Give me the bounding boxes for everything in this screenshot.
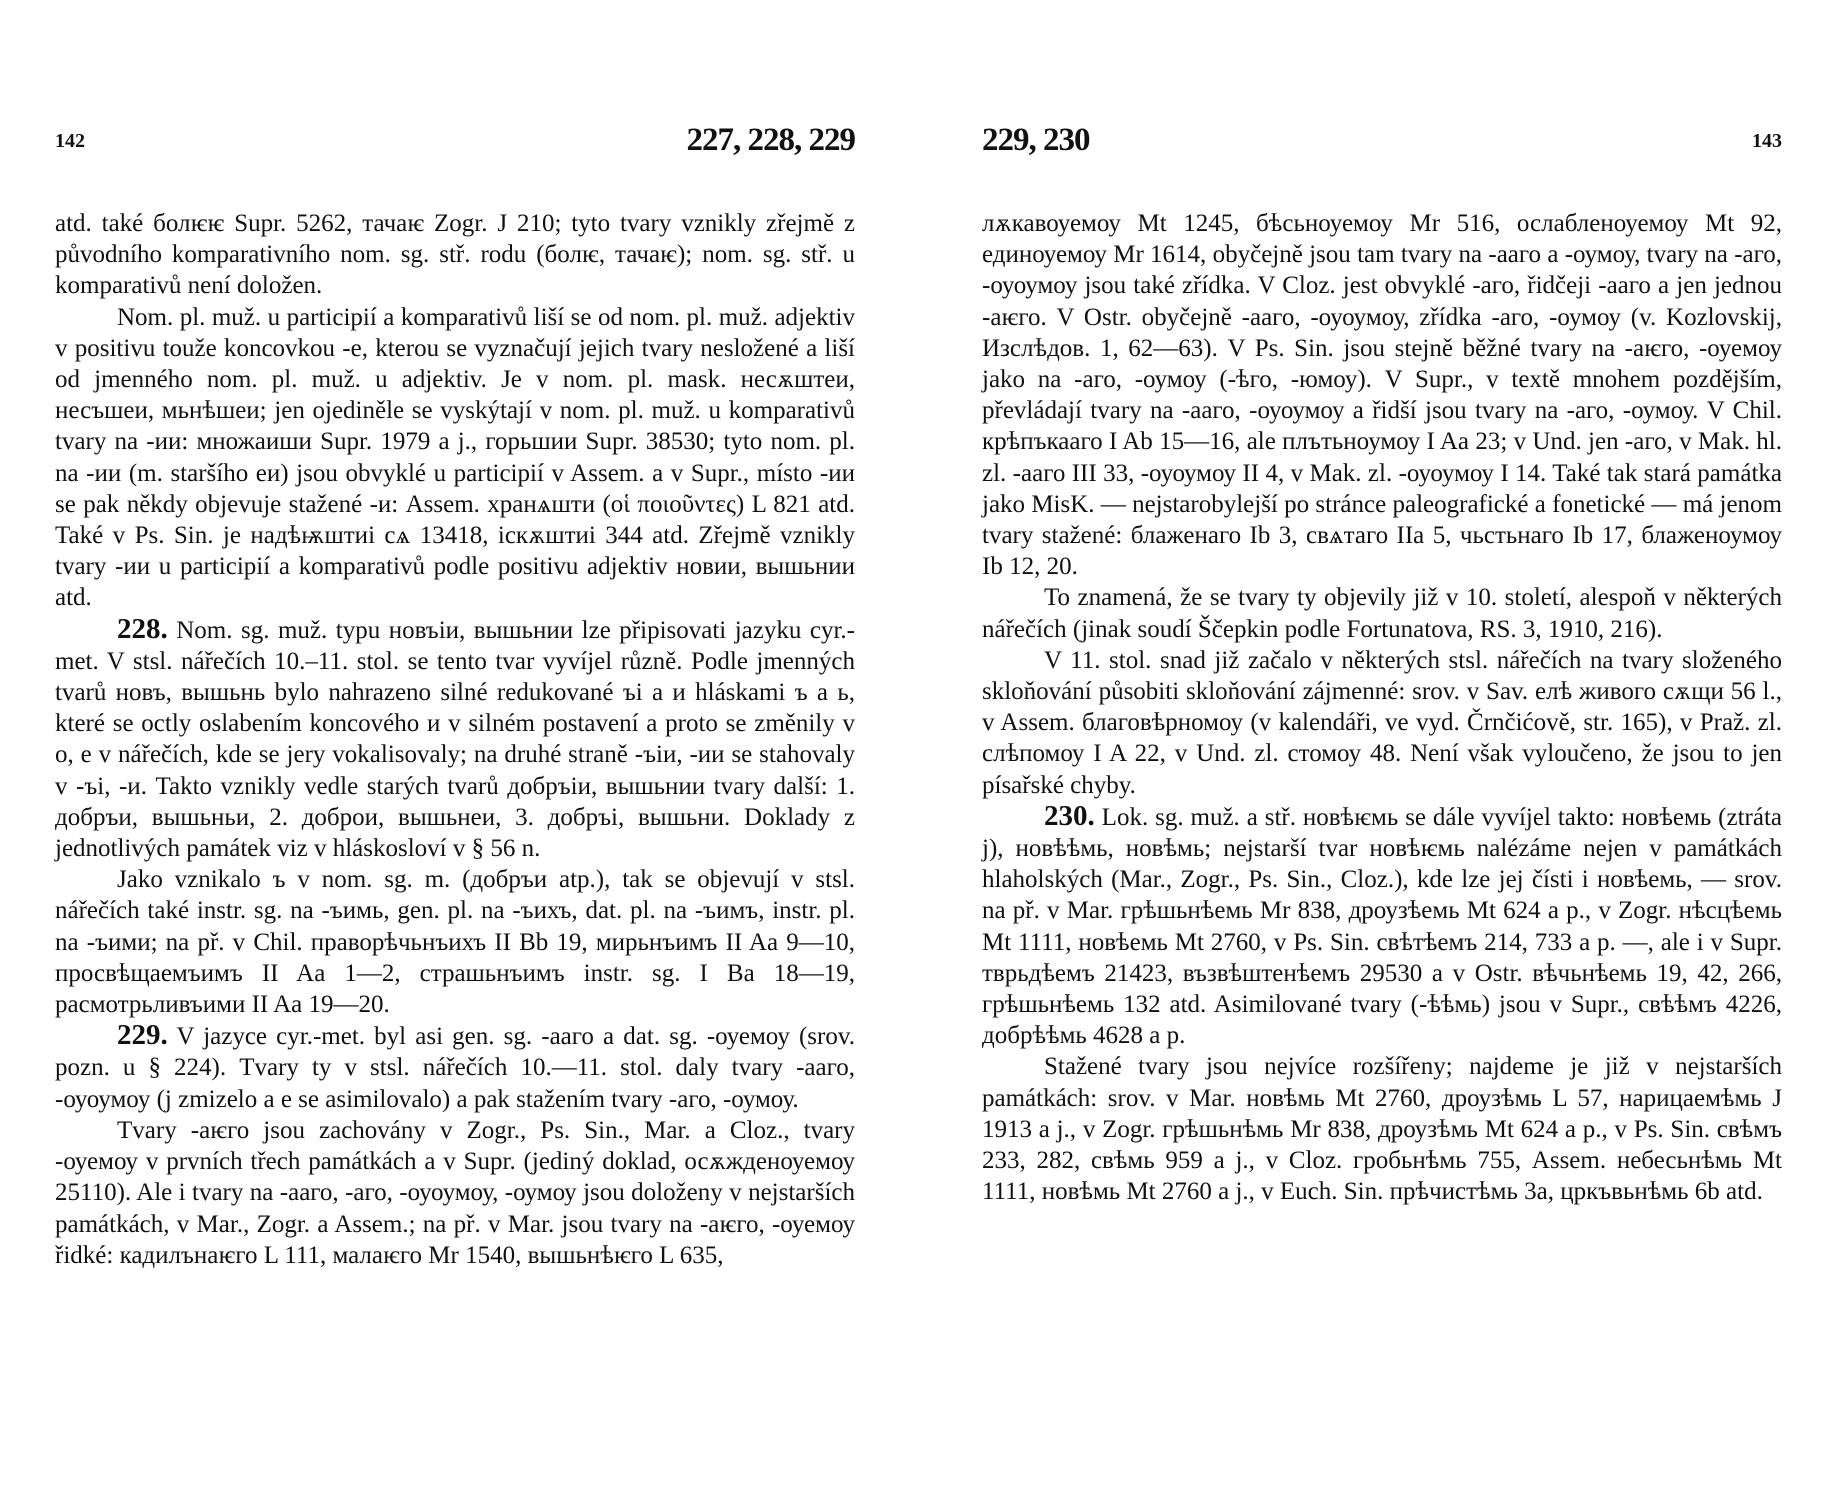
right-section-header: 229, 230: [982, 122, 1090, 158]
right-paragraph-3: V 11. stol. snad již začalo v některých stsl. nářečích na tvary složeného skloňování působiti skloňování zájmenné: srov. v Sav. елѣ живого сѫщи 56 l., v Assem. благовѣрномоу (v kalendáři, ve vyd. Črnčićově, str. 165), v Praž. zl. слѣпомоу I A 22, v Und. zl. стомоу 48. Není však vyloučeno, že jsou to jen písařské chyby.: [982, 646, 1782, 799]
right-page-header: [982, 122, 1782, 174]
right-page-body: [982, 208, 1782, 1208]
left-paragraph-3: [55, 614, 855, 865]
right-paragraph-1: лѫкавоуемоу Mt 1245, бѣсьноуемоу Mr 516, ослабленоуемоу Mt 92, единоуемоу Mr 1614, obyčejně jsou tam tvary na -ааго a -оумоу, tvary na -аго, -оуоумоу jsou také zřídka. V Cloz. jest obvyklé -аго, řidčeji -ааго a jen jednou -аѥго. V Ostr. obyčejně -ааго, -оуоумоу, zřídka -аго, -оумоу (v. Kozlovskij, Изслѣдов. 1, 62—63). V Ps. Sin. jsou stejně běžné tvary na -аѥго, -оуемоу jako na -аго, -оумоу (-ѣго, -юмоу). V Supr., v textě mnohem pozdějším, převládají tvary na -ааго, -оуоумоу a řidší jsou tvary na -аго, -оумоу. V Chil. крѣпъкааго I Ab 15—16, ale плътьноумоу I Aa 23; v Und. jen -аго, v Mak. hl. zl. -ааго III 33, -оуоумоу II 4, v Mak. zl. -оуоумоу I 14. Také tak stará památka jako MisK. — nejstarobylejší po stránce paleografické a fonetické — má jenom tvary stažené: блаженаго Ib 3, свѧтаго IIa 5, чьстьнаго Ib 17, блаженоумоу Ib 12, 20.: [982, 210, 1782, 581]
left-page: [55, 122, 855, 1271]
right-page: [982, 122, 1782, 1208]
left-paragraph-2: Nom. pl. muž. u participií a komparativů liší se od nom. pl. muž. adjektiv v positivu touže koncovkou -e, kterou se vyznačují jejich tvary nesložené a liší od jmenného nom. pl. muž. u adjektiv. Je v nom. pl. mask. несѫштеи, несъшеи, мьнѣшеи; jen ojediněle se vyskýtají v nom. pl. muž. u komparativů tvary na -ии: множаиши Supr. 1979 a j., горьшии Supr. 38530; tyto nom. pl. na -ии (m. staršího еи) jsou obvyklé u participií v Assem. a v Supr., místo -ии se pak někdy objevuje stažené -и: Assem. хранѧшти (οἱ ποιοῦντες) L 821 atd. Také v Ps. Sin. je надѣѭштиі сѧ 13418, іскѫштиі 344 atd. Zřejmě vznikly tvary -ии u participií a komparativů podle positivu adjektiv новии, вышьнии atd.: [55, 303, 855, 612]
left-paragraph-4: Jako vznikalo ъ v nom. sg. m. (добръи atp.), tak se objevují v stsl. nářečích také instr. sg. na -ъимь, gen. pl. na -ъихъ, dat. pl. na -ъимъ, instr. pl. na -ъими; na př. v Chil. праворѣчьнъихъ II Bb 19, мирьнъимъ II Aa 9—10, просвѣщаемъимъ II Aa 1—2, страшьнъимъ instr. sg. I Ba 18—19, расмотрьливъими II Aa 19—20.: [55, 866, 855, 1019]
right-page-number: 143: [1752, 130, 1782, 152]
left-paragraph-6: Tvary -аѥго jsou zachovány v Zogr., Ps. Sin., Mar. a Cloz., tvary -оуемоу v prvních třech památkách a v Supr. (jediný doklad, осѫжденоуемоу 25110). Ale i tvary na -ааго, -аго, -оуоумоу, -оумоу jsou doloženy v nejstarších památkách, v Mar., Zogr. a Assem.; na př. v Mar. jsou tvary na -аѥго, -оуемоу řidké: кадилънаѥго L 111, малаѥго Mr 1540, вышьнѣѥго L 635,: [55, 1116, 855, 1269]
section-number-229: 229.: [117, 1019, 168, 1052]
right-paragraph-4: [982, 801, 1782, 1052]
left-section-header: 227, 228, 229: [686, 122, 855, 158]
left-paragraph-3-text: Nom. sg. muž. typu новъіи, вышьнии lze připisovati jazyku cyr.-met. V stsl. nářečích 10.–11. stol. se tento tvar vyvíjel různě. Podle jmenných tvarů новъ, вышьнь bylo nahrazeno silné redukované ъі a и hláskami ъ a ь, které se octly oslabením koncového и v silném postavení a proto se změnily v o, e v nářečích, kde se jery vokalisovaly; na druhé straně -ъіи, -ии se stahovaly v -ъі, -и. Takto vznikly vedle starých tvarů добръіи, вышьнии tvary další: 1. добръи, вышьньи, 2. доброи, вышьнеи, 3. добръі, вышьни. Doklady z jednotlivých památek viz v hláskosloví v § 56 n.: [55, 616, 855, 863]
left-paragraph-5: [55, 1020, 855, 1115]
right-paragraph-4-text: Lok. sg. muž. a stř. новѣѥмь se dále vyvíjel takto: новѣемь (ztráta j), новѣѣмь, новѣмь; nejstarší tvar новѣѥмь nalézáme nejen v památkách hlaholských (Mar., Zogr., Ps. Sin., Cloz.), kde lze jej čísti i новѣемь, — srov. na př. v Mar. грѣшьнѣемь Mr 838, дроузѣемь Mt 624 a p., v Zogr. нѣсцѣемь Mt 1111, новѣемь Mt 2760, v Ps. Sin. свѣтѣемъ 214, 733 a p. —, ale i v Supr. тврьдѣемъ 21423, възвѣштенѣемъ 29530 a v Ostr. вѣчьнѣемь 19, 42, 266, грѣшьнѣемь 132 atd. Asimilované tvary (-ѣѣмь) jsou v Supr., свѣѣмъ 4226, добрѣѣмь 4628 a p.: [982, 803, 1782, 1050]
left-page-body: [55, 208, 855, 1271]
left-paragraph-5-text: V jazyce cyr.-met. byl asi gen. sg. -ааго a dat. sg. -оуемоу (srov. pozn. u § 224). Tvary ty v stsl. nářečích 10.—11. stol. daly tvary -ааго, -оуоумоу (j zmizelo a e se asimilovalo) a pak stažením tvary -аго, -оумоу.: [55, 1023, 855, 1113]
left-paragraph-1: atd. také болѥѥ Supr. 5262, тачаѥ Zogr. J 210; tyto tvary vznikly zřejmě z původního komparativního nom. sg. stř. rodu (болѥ, тачаѥ); nom. sg. stř. u komparativů není doložen.: [55, 210, 855, 300]
left-page-number: 142: [55, 130, 85, 152]
right-paragraph-2: To znamená, že se tvary ty objevily již v 10. století, alespoň v některých nářečích (jinak soudí Ščepkin podle Fortunatova, RS. 3, 1910, 216).: [982, 584, 1782, 643]
section-number-228: 228.: [117, 612, 168, 645]
left-page-header: [55, 122, 855, 174]
right-paragraph-5: Stažené tvary jsou nejvíce rozšířeny; najdeme je již v nejstarších památkách: srov. v Mar. новѣмь Mt 2760, дроузѣмь L 57, нарицаемѣмь J 1913 a j., v Zogr. грѣшьнѣмь Mr 838, дроузѣмь Mt 624 a p., v Ps. Sin. свѣмъ 233, 282, свѣмь 959 a j., v Cloz. гробьнѣмь 755, Assem. небесьнѣмь Mt 1111, новѣмь Mt 2760 a j., v Euch. Sin. прѣчистѣмь 3a, цркъвьнѣмь 6b atd.: [982, 1053, 1782, 1206]
section-number-230: 230.: [1044, 799, 1095, 832]
